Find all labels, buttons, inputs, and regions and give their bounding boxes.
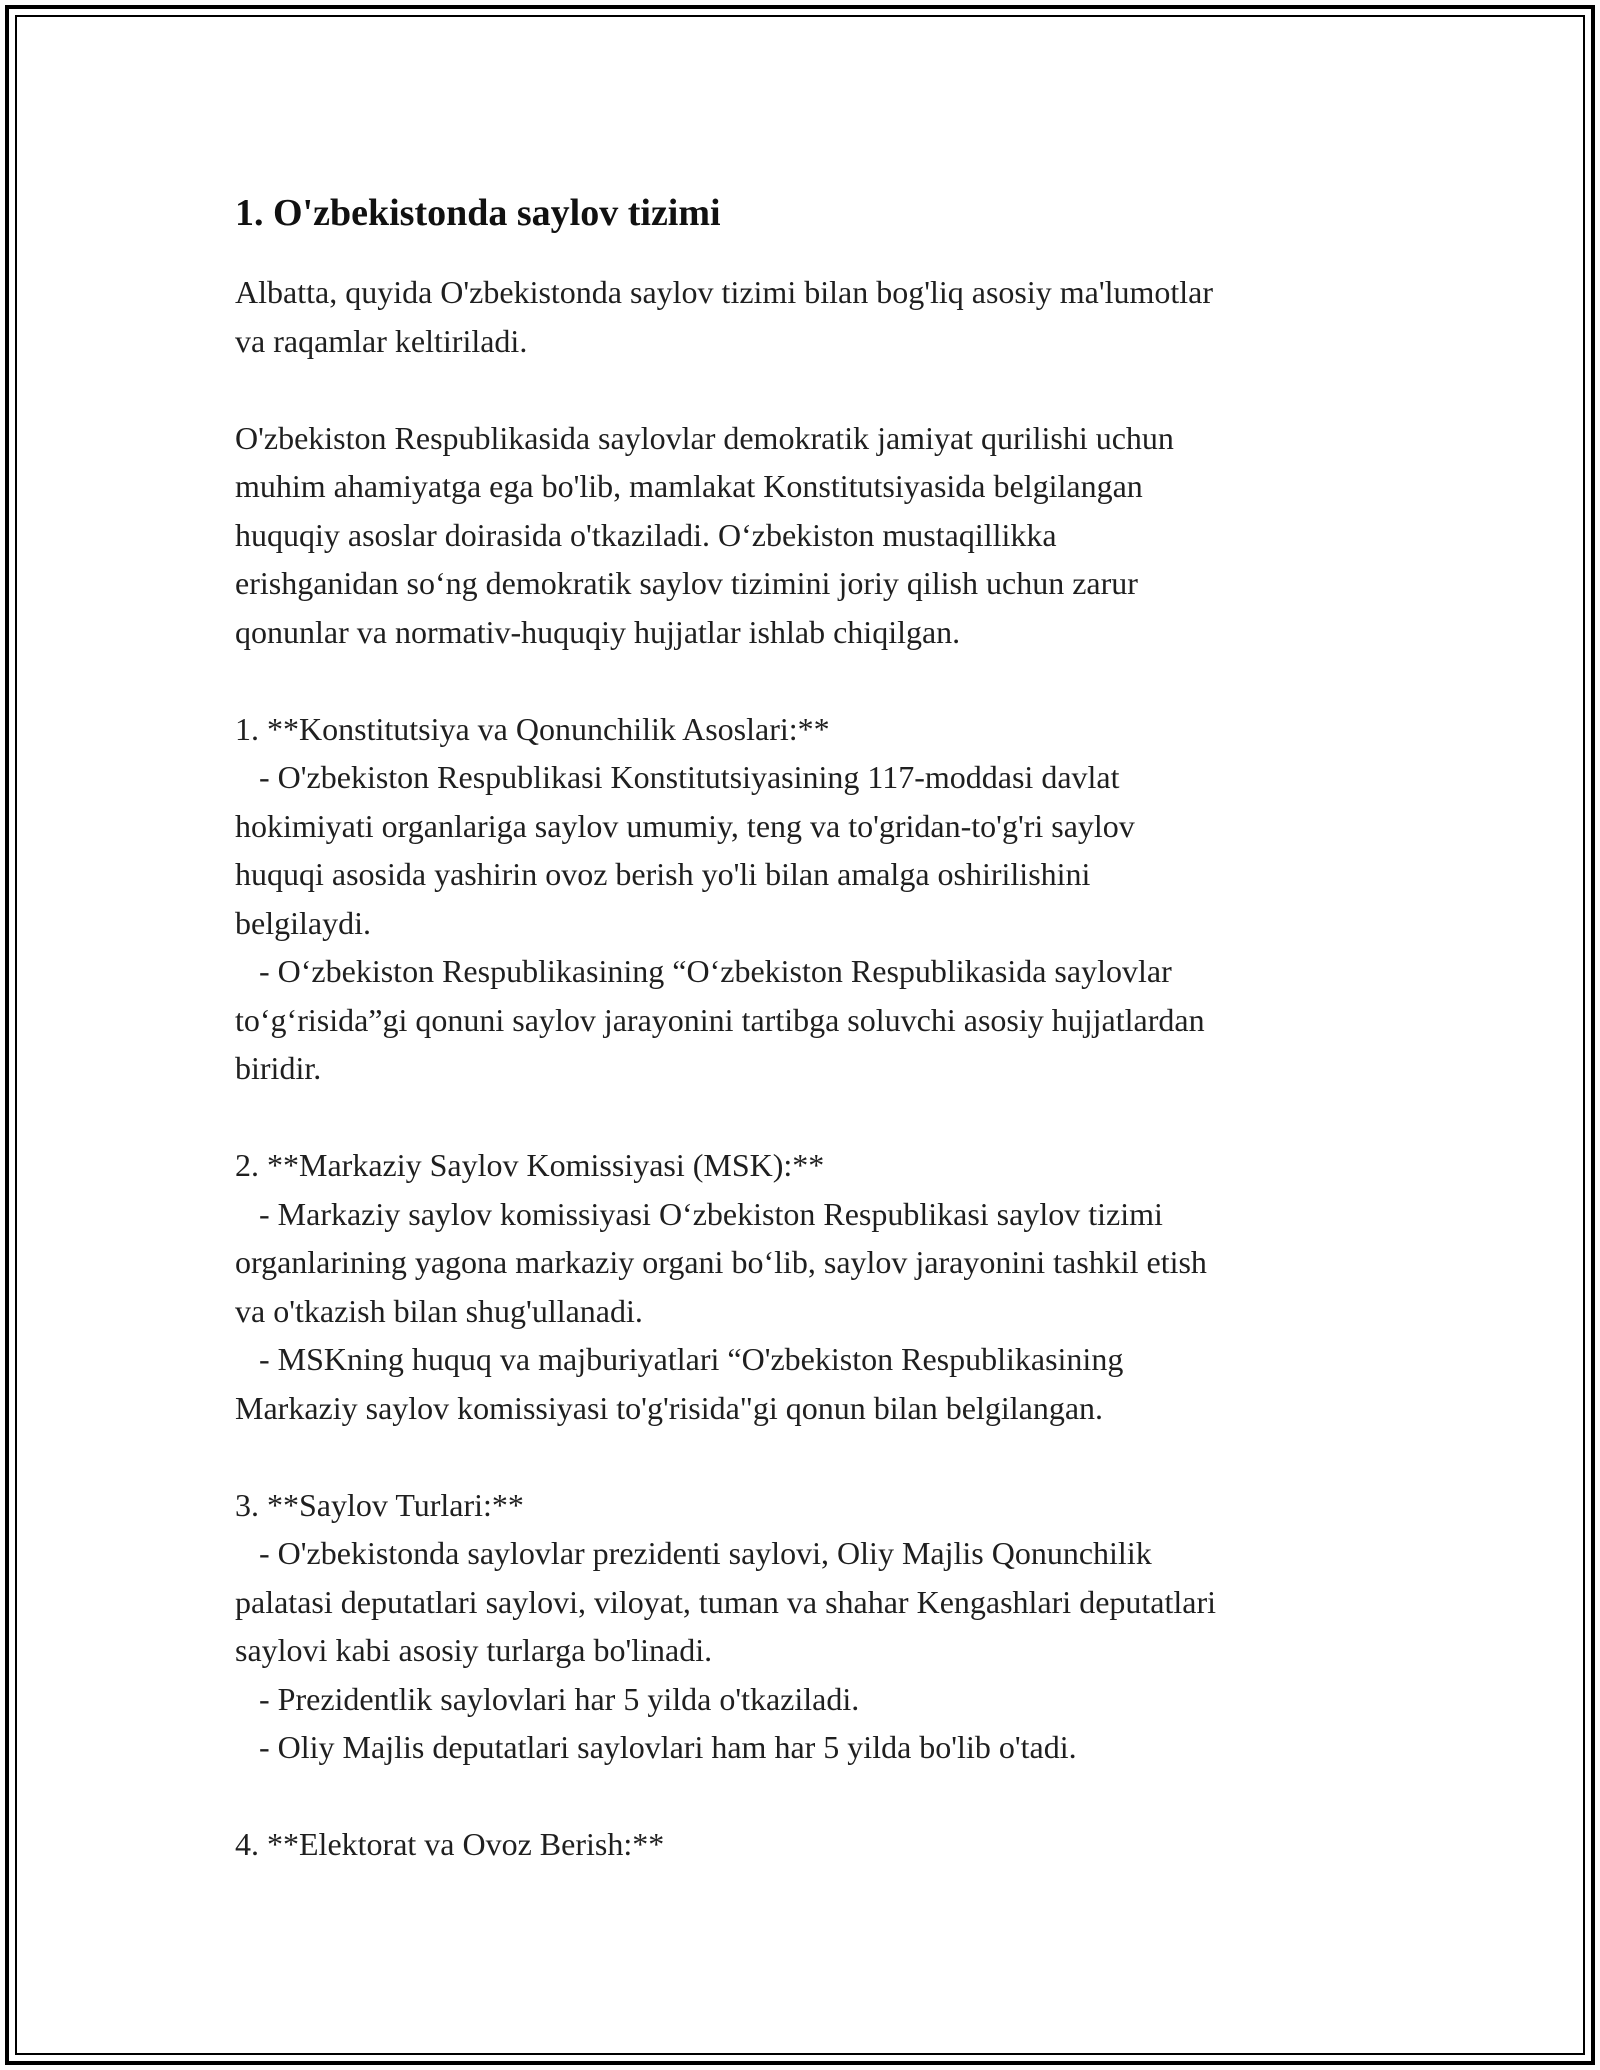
document-title: 1. O'zbekistonda saylov tizimi — [235, 192, 721, 234]
document-content — [235, 188, 1375, 1869]
document-body: Albatta, quyida O'zbekistonda saylov tizimi bilan bog'liq asosiy ma'lumotlar va raqamlar keltiriladi. O'zbekiston Respublikasida saylovlar demokratik jamiyat qurilishi uchun muhim ahamiyatga ega bo'lib, mamlakat Konstitutsiyasida belgilangan huquqiy asoslar doirasida o'tkaziladi. O‘zbekiston mustaqillikka erishganidan so‘ng demokratik saylov tizimini joriy qilish uchun zarur qonunlar va normativ-huquqiy hujjatlar ishlab chiqilgan. 1. **Konstitutsiya va Qonunchilik Asoslari:** - O'zbekiston Respublikasi Konstitutsiyasining 117-moddasi davlat hokimiyati organlariga saylov umumiy, teng va to'gridan-to'g'ri saylov huquqi asosida yashirin ovoz berish yo'li bilan amalga oshirilishini belgilaydi. - O‘zbekiston Respublikasining “O‘zbekiston Respublikasida saylovlar to‘g‘risida”gi qonuni saylov jarayonini tartibga soluvchi asosiy hujjatlardan biridir. 2. **Markaziy Saylov Komissiyasi (MSK):** - Markaziy saylov komissiyasi O‘zbekiston Respublikasi saylov tizimi organlarining yagona markaziy organi bo‘lib, saylov jarayonini tashkil etish va o'tkazish bilan shug'ullanadi. - MSKning huquq va majburiyatlari “O'zbekiston Respublikasining Markaziy saylov komissiyasi to'g'risida"gi qonun bilan belgilangan. 3. **Saylov Turlari:** - O'zbekistonda saylovlar prezidenti saylovi, Oliy Majlis Qonunchilik palatasi deputatlari saylovi, viloyat, tuman va shahar Kengashlari deputatlari saylovi kabi asosiy turlarga bo'linadi. - Prezidentlik saylovlari har 5 yilda o'tkaziladi. - Oliy Majlis deputatlari saylovlari ham har 5 yilda bo'lib o'tadi. 4. **Elektorat va Ovoz Berish:** — [235, 274, 1217, 1862]
